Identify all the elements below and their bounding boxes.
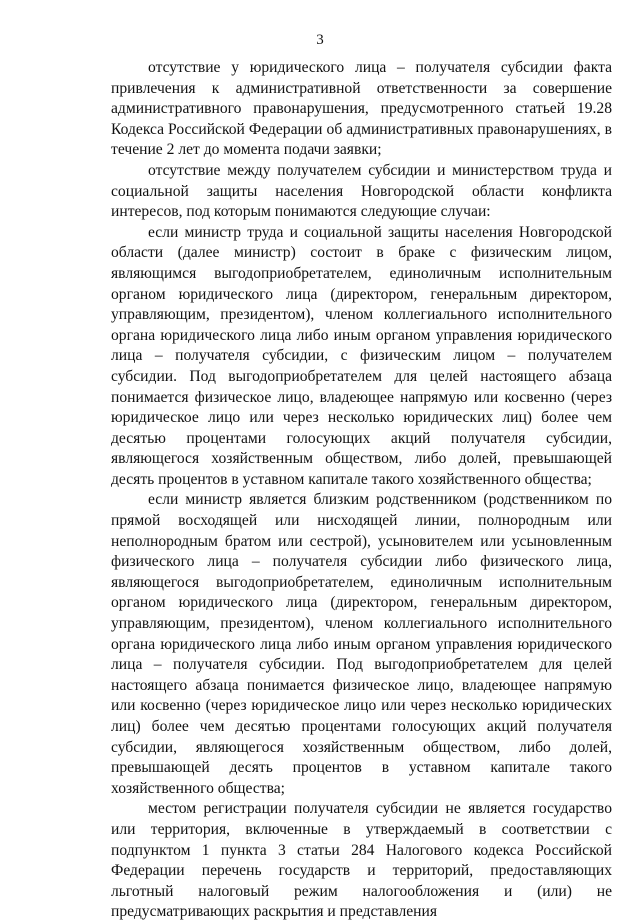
- paragraph-registration-place: местом регистрации получателя субсидии не является государство или территория, включенные в утверждаемый в соответствии с подпунктом 1 пункта 3 статьи 284 Налогового кодекса Российской Федерации перечень государств и территорий, предоставляющих льготный налоговый режим налогообложения и (или) не предусматривающих раскрытия и представления: [111, 800, 612, 921]
- paragraph-no-violation: отсутствие у юридического лица – получателя субсидии факта привлечения к административной ответственности за совершение административного правонарушения, предусмотренного статьей 19.28 Кодекса Российской Федерации об административных правонарушениях, в течение 2 лет до момента подачи заявки;: [111, 59, 612, 159]
- paragraph-minister-relative: если министр является близким родственником (родственником по прямой восходящей или нисходящей линии, полнородным или неполнородным братом или сестрой), усыновителем или усыновленным физического лица – получателя субсидии либо физического лица, являющегося выгодоприобретателем, единоличным исполнительным органом юридического лица (директором, генеральным директором, управляющим, президентом), членом коллегиального исполнительного органа юридического лица либо иным органом управления юридического лица – получателя субсидии. Под выгодоприобретателем для целей настоящего абзаца понимается физическое лицо, владеющее напрямую или косвенно (через юридическое лицо или через несколько юридических лиц) более чем десятью процентами голосующих акций получателя субсидии, являющегося хозяйственным обществом, либо долей, превышающей десять процентов в уставном капитале такого хозяйственного общества;: [111, 491, 612, 797]
- document-body: [111, 58, 612, 923]
- paragraph-no-conflict-of-interest: отсутствие между получателем субсидии и министерством труда и социальной защиты населения Новгородской области конфликта интересов, под которым понимаются следующие случаи:: [111, 161, 612, 221]
- page-number: 3: [316, 32, 324, 48]
- paragraph-minister-marriage: если министр труда и социальной защиты населения Новгородской области (далее министр) состоит в браке с физическим лицом, являющимся выгодоприобретателем, единоличным исполнительным органом юридического лица (директором, генеральным директором, управляющим, президентом), членом коллегиального исполнительного органа юридического лица либо иным органом управления юридического лица – получателя субсидии, с физическим лицом – получателем субсидии. Под выгодоприобретателем для целей настоящего абзаца понимается физическое лицо, владеющее напрямую или косвенно (через юридическое лицо или через несколько юридических лиц) более чем десятью процентами голосующих акций получателя субсидии, являющегося хозяйственным обществом, либо долей, превышающей десять процентов в уставном капитале такого хозяйственного общества;: [111, 223, 612, 488]
